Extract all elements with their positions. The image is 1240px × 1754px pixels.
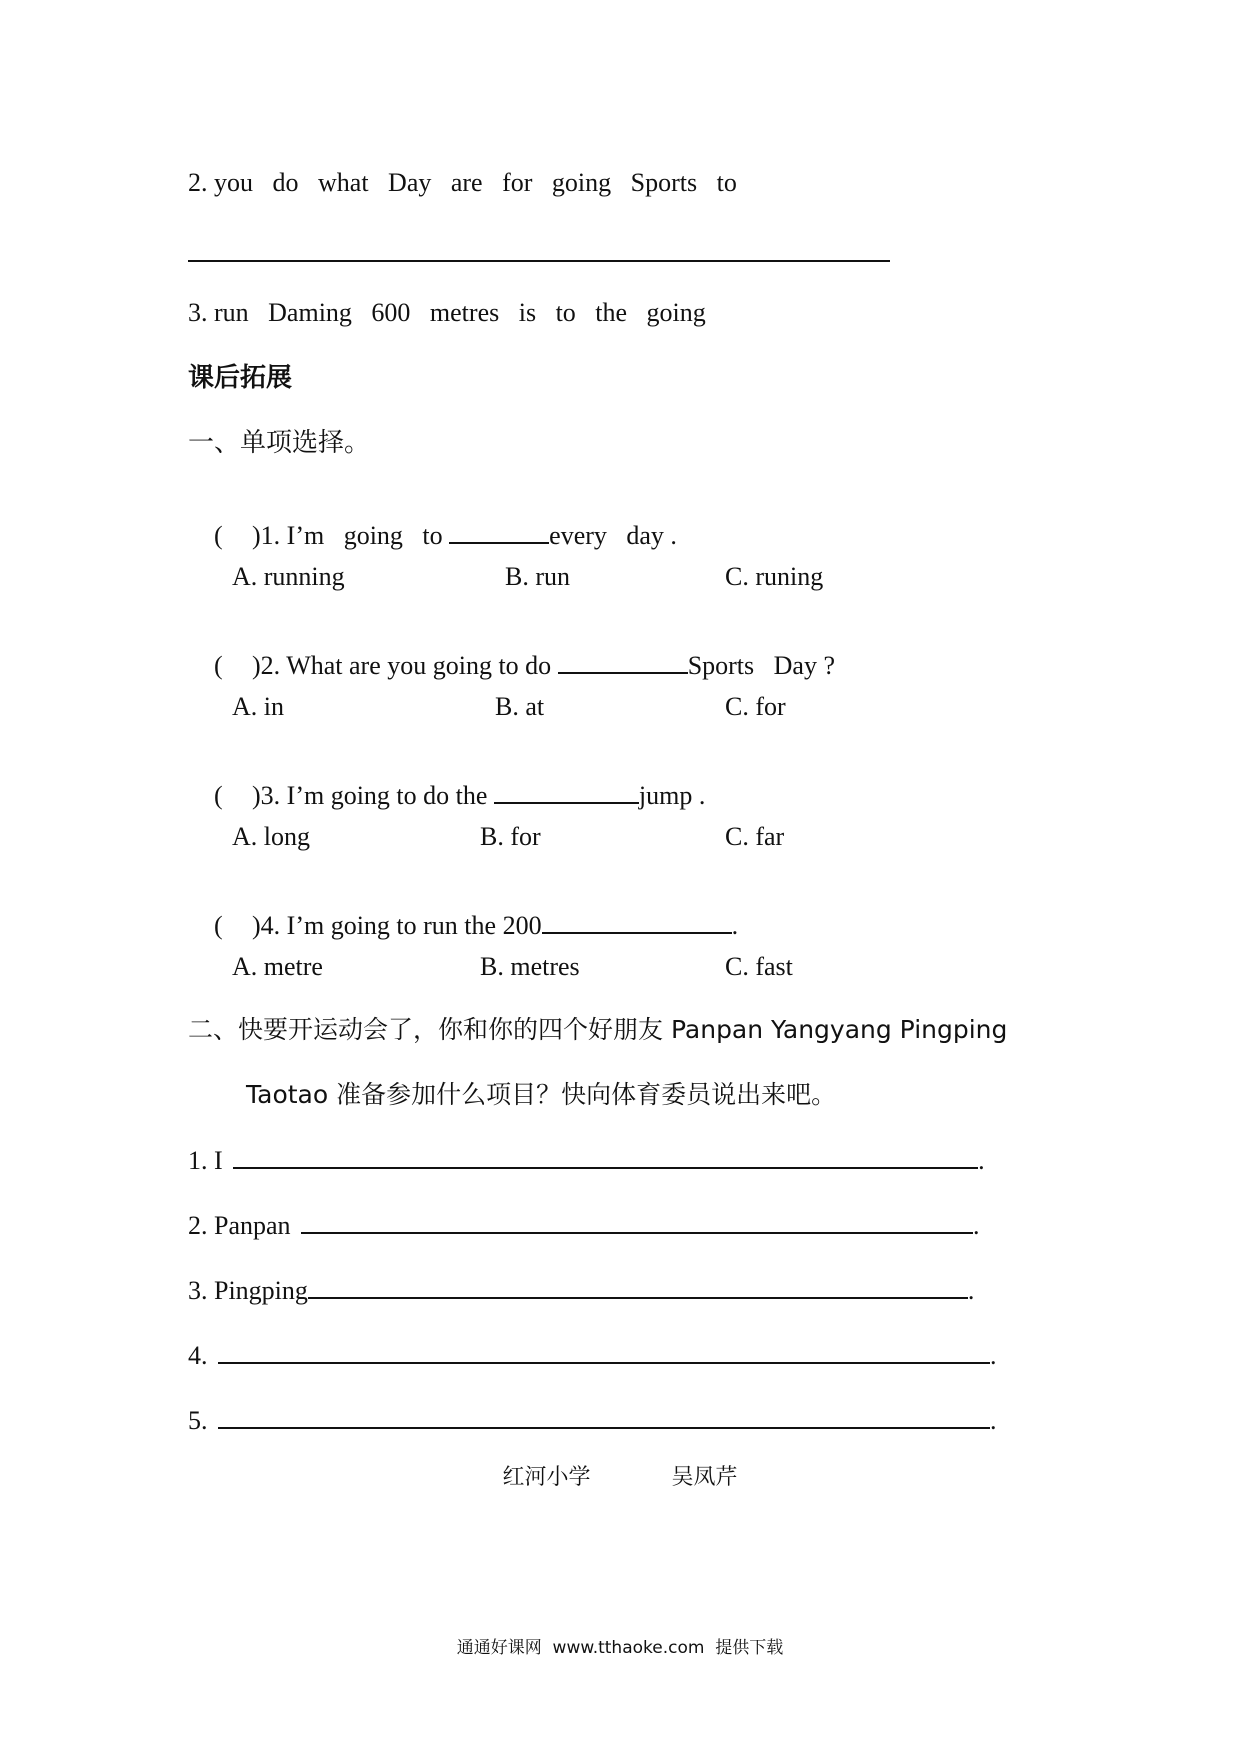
section-heading: 课后拓展 xyxy=(188,363,293,393)
question-2-words: 2. you do what Day are for going Sports to xyxy=(188,168,737,197)
answer-line[interactable] xyxy=(218,1361,990,1364)
footer-credit: 通通好课网 www.tthaoke.com 提供下载 xyxy=(456,1638,784,1658)
answer-row-3 xyxy=(188,1278,974,1304)
answer-label: 5. xyxy=(188,1406,208,1435)
answer-line[interactable] xyxy=(218,1426,990,1429)
answer-row-5 xyxy=(188,1408,997,1434)
answer-label: 3. Pingping xyxy=(188,1276,308,1305)
option-b[interactable]: B. for xyxy=(480,822,541,851)
question-text-post: jump . xyxy=(638,781,706,810)
question-text-pre: )2. What are you going to do xyxy=(252,651,558,680)
option-a[interactable]: A. long xyxy=(232,822,310,851)
fill-blank[interactable] xyxy=(558,671,688,674)
option-a[interactable]: A. metre xyxy=(232,952,323,981)
answer-end: . xyxy=(978,1146,985,1175)
answer-end: . xyxy=(967,1276,975,1305)
option-c[interactable]: C. runing xyxy=(725,562,824,591)
answer-end: . xyxy=(973,1211,980,1240)
answer-row-1 xyxy=(188,1148,985,1174)
fill-blank[interactable] xyxy=(542,931,732,934)
section1-title: 一、单项选择。 xyxy=(188,428,371,458)
question-text-pre: )3. I’m going to do the xyxy=(252,781,494,810)
answer-end: . xyxy=(990,1406,997,1435)
answer-line[interactable] xyxy=(301,1231,973,1234)
question-3-words: 3. run Daming 600 metres is to the going xyxy=(188,298,706,327)
section2-title: 二、快要开运动会了，你和你的四个好朋友 Panpan Yangyang Pingping xyxy=(188,1015,1008,1044)
answer-paren[interactable]: ( xyxy=(214,521,223,550)
section2-title-cont: Taotao 准备参加什么项目？快向体育委员说出来吧。 xyxy=(246,1080,837,1109)
option-c[interactable]: C. for xyxy=(725,692,786,721)
option-a[interactable]: A. running xyxy=(232,562,345,591)
answer-row-4 xyxy=(188,1343,997,1369)
question-text-post: every day . xyxy=(549,521,677,550)
answer-line[interactable] xyxy=(233,1166,978,1169)
option-b[interactable]: B. at xyxy=(495,692,545,721)
answer-label: 2. Panpan xyxy=(188,1211,291,1240)
answer-label: 4. xyxy=(188,1341,208,1370)
answer-paren[interactable]: ( xyxy=(214,911,223,940)
fill-blank[interactable] xyxy=(449,541,549,544)
option-c[interactable]: C. far xyxy=(725,822,785,851)
question-text-pre: )1. I’m going to xyxy=(252,521,450,550)
answer-label: 1. I xyxy=(188,1146,223,1175)
author-credit: 红河小学 吴凤芹 xyxy=(502,1465,738,1490)
answer-line[interactable] xyxy=(308,1296,968,1299)
option-b[interactable]: B. run xyxy=(505,562,570,591)
question-text-pre: )4. I’m going to run the 200 xyxy=(252,911,542,940)
answer-paren[interactable]: ( xyxy=(214,651,223,680)
answer-line-q2[interactable] xyxy=(188,260,890,262)
question-text-post: . xyxy=(731,911,739,940)
answer-end: . xyxy=(990,1341,997,1370)
question-text-post: Sports Day ? xyxy=(687,651,836,680)
option-a[interactable]: A. in xyxy=(232,692,284,721)
answer-row-2 xyxy=(188,1213,980,1239)
option-b[interactable]: B. metres xyxy=(480,952,580,981)
fill-blank[interactable] xyxy=(494,801,639,804)
answer-paren[interactable]: ( xyxy=(214,781,223,810)
option-c[interactable]: C. fast xyxy=(725,952,793,981)
